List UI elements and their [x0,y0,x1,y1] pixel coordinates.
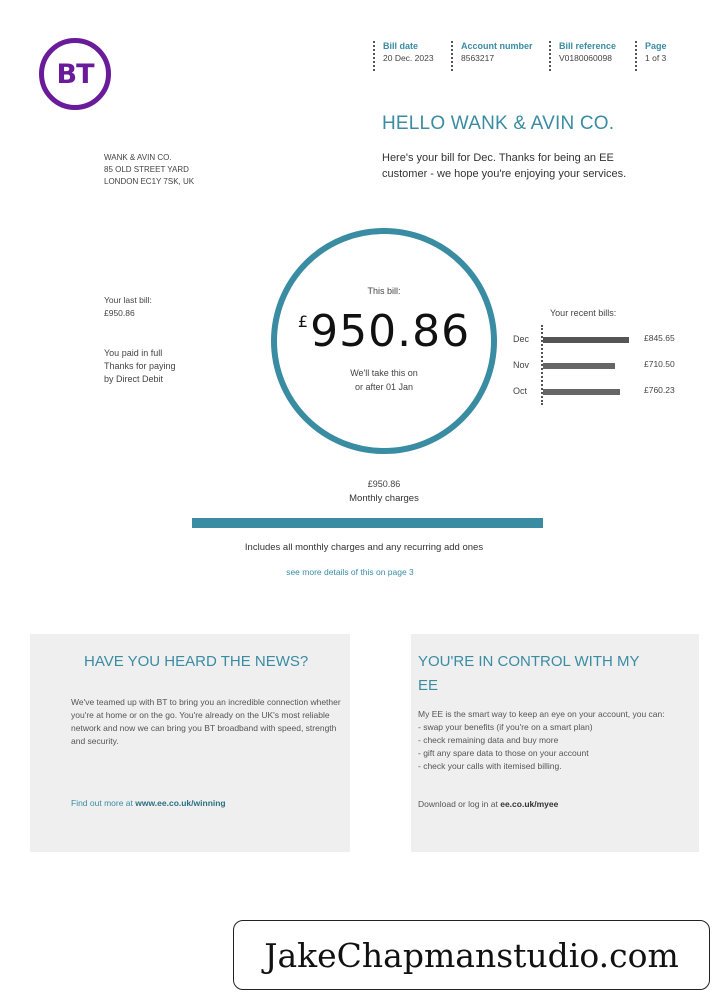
recent-bill-month: Oct [513,386,528,396]
watermark: JakeChapmanstudio.com [233,920,710,990]
recent-bill-amount: £710.50 [644,359,675,369]
greeting: HELLO WANK & AVIN CO. [382,113,615,134]
last-bill: Your last bill: £950.86 [104,295,152,318]
control-body: My EE is the smart way to keep an eye on your account, you can: - swap your benefits (if you're on a smart plan) - check remaining data and buy more - gift any spare data to those on your account - check your calls with itemised billing. [418,709,665,771]
news-panel [30,634,350,852]
control-panel [411,634,699,852]
customer-address: WANK & AVIN CO. 85 OLD STREET YARD LONDON EC1Y 7SK, UK [104,153,195,186]
myee-link[interactable]: ee.co.uk/myee [500,799,559,809]
meta-bill-date: Bill date 20 Dec. 2023 [373,41,434,71]
recent-bill-month: Dec [513,334,530,344]
monthly-label: Monthly charges [349,493,419,504]
payment-date-note: We'll take this on or after 01 Jan [350,368,418,392]
includes-note: Includes all monthly charges and any recurring add ones [244,542,484,553]
recent-bill-bar [543,389,620,395]
recent-bill-row [513,358,693,372]
recent-bill-bar [543,363,615,369]
see-more-link[interactable]: see more details of this on page 3 [286,567,414,577]
recent-bill-amount: £760.23 [644,385,675,395]
recent-bill-month: Nov [513,360,530,370]
bt-logo: BT [39,38,111,110]
recent-bills-title: Your recent bills: [550,308,617,318]
monthly-amount: £950.86 [367,479,401,489]
news-body: We've teamed up with BT to bring you an incredible connection whether you're at home or on the go. You're already on the UK's most reliable network and now we can bring you BT broadband with speed, strength and security. [71,697,341,746]
control-title: YOU'RE IN CONTROL WITH MY EE [418,653,640,694]
paid-note: You paid in full Thanks for paying by Direct Debit [104,348,176,384]
this-bill-amount: £950.86 [297,306,471,357]
download-note: Download or log in at ee.co.uk/myee [418,799,559,809]
recent-bill-amount: £845.65 [644,333,675,343]
monthly-charges-bar [192,518,543,528]
intro-text: Here's your bill for Dec. Thanks for being an EE customer - we hope you're enjoying your services. [382,152,627,180]
meta-page: Page 1 of 3 [635,41,667,71]
winning-link[interactable]: www.ee.co.uk/winning [135,798,226,808]
this-bill-label: This bill: [367,286,401,296]
this-bill-circle [271,228,497,454]
recent-bill-bar [543,337,629,343]
recent-bill-row [513,384,693,398]
recent-bill-row [513,332,693,346]
news-title: HAVE YOU HEARD THE NEWS? [84,653,309,670]
find-out-more: Find out more at www.ee.co.uk/winning [71,798,226,808]
meta-account-number: Account number 8563217 [451,41,533,71]
meta-bill-reference: Bill reference V0180060098 [549,41,616,71]
